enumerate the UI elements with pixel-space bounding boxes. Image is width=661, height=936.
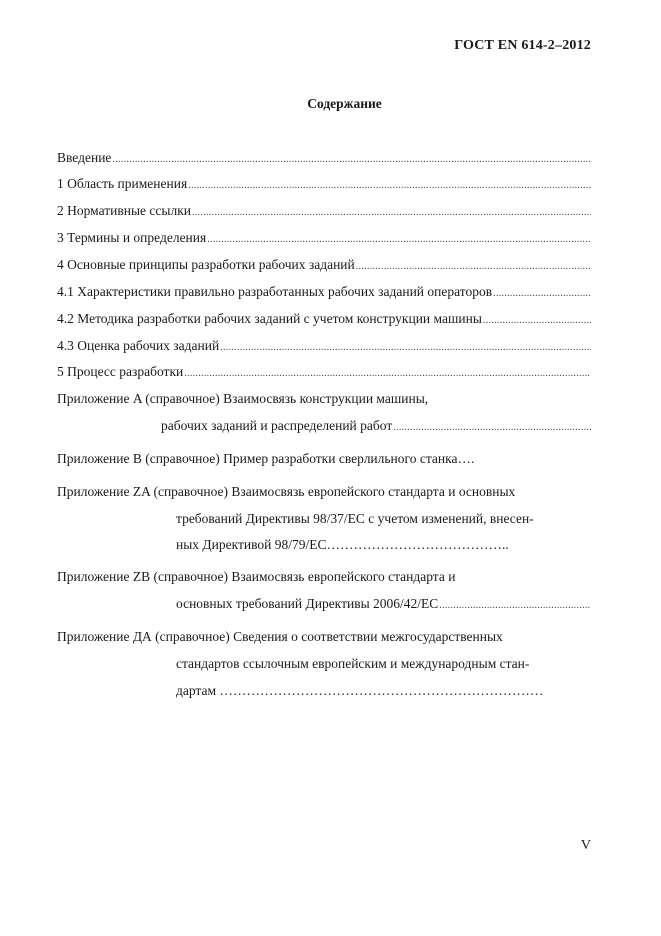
toc-entry-label: 4 Основные принципы разработки рабочих заданий (57, 257, 355, 272)
toc-entry-annex-da-cont2[interactable] (176, 683, 591, 699)
toc-entry-annex-za-cont[interactable] (176, 511, 591, 527)
toc-entry-annex-zb-cont[interactable] (176, 596, 591, 614)
toc-entry-annex-da[interactable] (57, 629, 591, 645)
toc-entry-label: Введение (57, 150, 112, 165)
toc-leader-dots (188, 178, 591, 194)
toc-leader-dots (439, 598, 591, 614)
toc-leader-dots (493, 286, 591, 302)
toc-entry-principles[interactable] (57, 257, 591, 275)
toc-entry-annex-b[interactable] (57, 451, 591, 467)
toc-entry-terms[interactable] (57, 230, 591, 248)
toc-leader-dots (207, 232, 591, 248)
toc-entry-annex-a[interactable] (57, 391, 591, 407)
toc-entry-label: Приложение ZB (справочное) Взаимосвязь европейского стандарта и (57, 569, 456, 584)
toc-entry-normative-references[interactable] (57, 203, 591, 221)
toc-leader-dots (393, 420, 591, 436)
toc-entry-label: Приложение ДА (справочное) Сведения о соответствии межгосударственных (57, 629, 503, 644)
toc-entry-label: 4.3 Оценка рабочих заданий (57, 338, 220, 353)
toc-leader-dots (112, 152, 591, 168)
toc-leader-dots (192, 205, 591, 221)
toc-leader-dots (356, 259, 591, 275)
toc-leader-dots (184, 366, 591, 382)
toc-entry-4-2[interactable] (57, 311, 591, 329)
toc-entry-label: Приложение ZA (справочное) Взаимосвязь европейского стандарта и основных (57, 484, 516, 499)
toc-entry-label: 4.2 Методика разработки рабочих заданий с учетом конструкции машины (57, 311, 482, 326)
toc-entry-label: рабочих заданий и распределений работ (161, 418, 393, 433)
toc-entry-annex-a-cont[interactable] (161, 418, 591, 436)
toc-entry-annex-da-cont[interactable] (176, 656, 591, 672)
toc-entry-label: стандартов ссылочным европейским и международным стан- (176, 656, 530, 671)
toc-title: Содержание (307, 96, 382, 111)
toc-entry-label: основных требований Директивы 2006/42/ЕС (176, 596, 439, 611)
toc-entry-label: 2 Нормативные ссылки (57, 203, 191, 218)
toc-entry-label: Приложение B (справочное) Пример разработки сверлильного станка…. (57, 451, 475, 466)
standard-code: ГОСТ EN 614-2–2012 (454, 38, 591, 53)
toc-entry-annex-za-cont2[interactable] (176, 537, 591, 553)
toc-entry-label: 4.1 Характеристики правильно разработанных рабочих заданий операторов (57, 284, 493, 299)
toc-leader-dots (220, 340, 591, 356)
toc-entry-label: 5 Процесс разработки (57, 364, 184, 379)
toc-entry-annex-za[interactable] (57, 484, 591, 500)
toc-entry-introduction[interactable] (57, 150, 591, 168)
toc-entry-label: 3 Термины и определения (57, 230, 207, 245)
toc-entry-4-1[interactable] (57, 284, 591, 302)
toc-entry-label: требований Директивы 98/37/ЕС с учетом изменений, внесен- (176, 511, 534, 526)
toc-entry-annex-zb[interactable] (57, 569, 591, 585)
toc-entry-4-3[interactable] (57, 338, 591, 356)
toc-leader-dots (483, 313, 591, 329)
toc-entry-label: ных Директивой 98/79/ЕС………………………………….. (176, 537, 509, 552)
toc-entry-label: Приложение A (справочное) Взаимосвязь конструкции машины, (57, 391, 429, 406)
toc-entry-scope[interactable] (57, 176, 591, 194)
page-number: V (580, 838, 591, 853)
toc-entry-label: дартам ……………………………………………………………… (176, 683, 544, 698)
toc-entry-process[interactable] (57, 364, 591, 382)
toc-entry-label: 1 Область применения (57, 176, 188, 191)
